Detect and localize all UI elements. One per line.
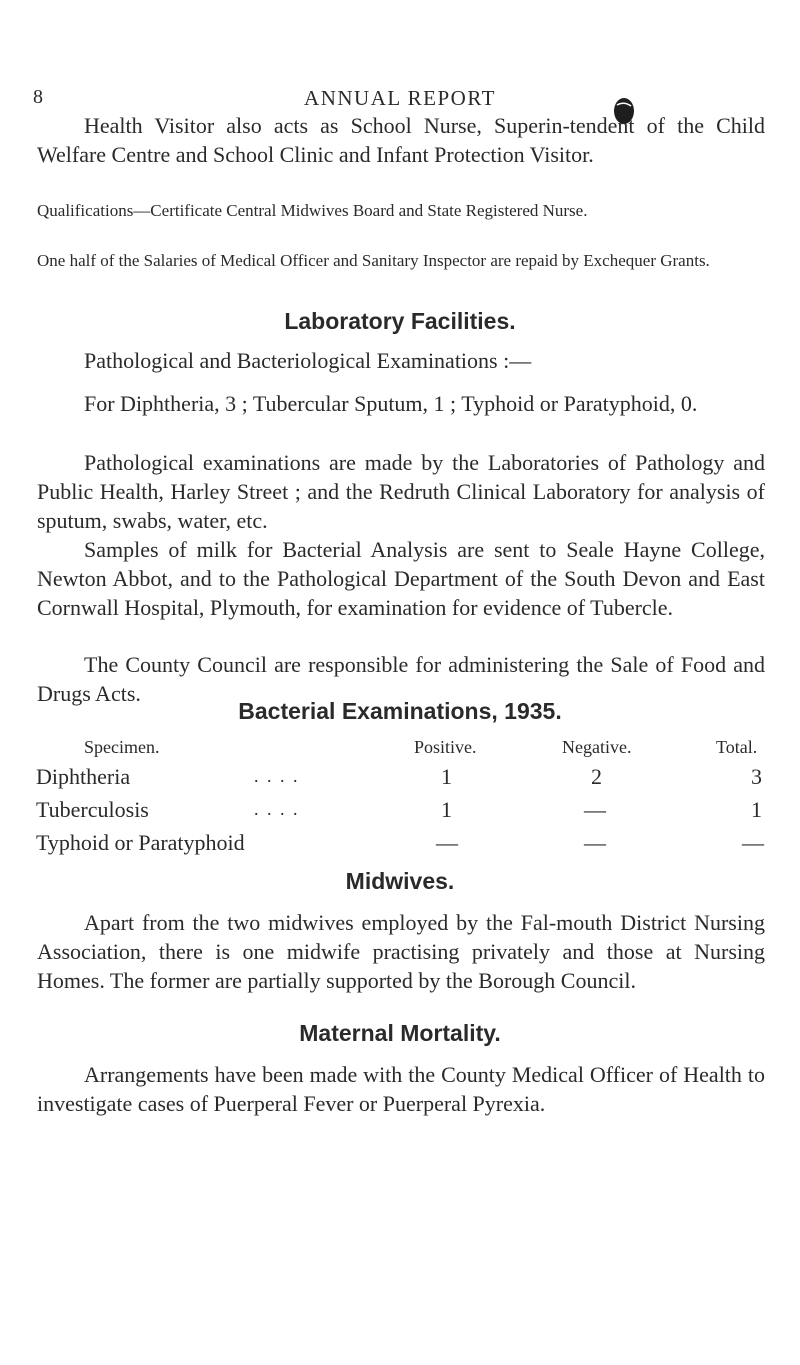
column-header-specimen: Specimen. xyxy=(84,737,160,757)
health-visitor-paragraph: Health Visitor also acts as School Nurse, Superin-tendent of the Child Welfare Centre and School Clinic and Infant Protection Visitor. xyxy=(37,113,765,167)
cell-negative: 2 xyxy=(591,764,602,789)
column-header-negative: Negative. xyxy=(562,737,632,757)
table-row xyxy=(36,797,766,827)
county-council-paragraph: The County Council are responsible for administering the Sale of Food and Drugs Acts. xyxy=(37,652,765,706)
cell-total: 1 xyxy=(751,797,762,822)
examinations-subheading: Pathological and Bacteriological Examinations :— xyxy=(84,348,532,373)
table-row xyxy=(36,830,766,860)
leader-dots: . . . . xyxy=(254,766,300,786)
cell-negative: — xyxy=(584,830,606,855)
cell-specimen: Tuberculosis xyxy=(36,797,149,822)
midwives-paragraph: Apart from the two midwives employed by the Fal-mouth District Nursing Association, there is one midwife practising privately and those at Nursing Homes. The former are partially supported by the Borough Council. xyxy=(37,910,765,993)
column-header-positive: Positive. xyxy=(414,737,477,757)
bacterial-table-heading: Bacterial Examinations, 1935. xyxy=(238,698,562,724)
maternal-mortality-heading: Maternal Mortality. xyxy=(299,1020,501,1046)
cell-total: 3 xyxy=(751,764,762,789)
cell-specimen: Typhoid or Paratyphoid xyxy=(36,830,245,855)
laboratory-heading: Laboratory Facilities. xyxy=(284,308,516,334)
cell-total: — xyxy=(742,830,764,855)
laboratories-paragraph: Pathological examinations are made by the Laboratories of Pathology and Public Health, Harley Street ; and the Redruth Clinical Laboratory for analysis of sputum, swabs, water, etc. xyxy=(37,450,765,533)
cell-specimen: Diphtheria xyxy=(36,764,131,789)
midwives-heading: Midwives. xyxy=(345,868,455,894)
milk-samples-paragraph: Samples of milk for Bacterial Analysis are sent to Seale Hayne College, Newton Abbot, and to the Pathological Department of the South Devon and East Cornwall Hospital, Plymouth, for examination for evidence of Tubercle. xyxy=(37,537,765,620)
examination-counts: For Diphtheria, 3 ; Tubercular Sputum, 1 ; Typhoid or Paratyphoid, 0. xyxy=(84,391,698,416)
qualifications-note: Qualifications—Certificate Central Midwives Board and State Registered Nurse. xyxy=(37,201,588,220)
maternal-mortality-paragraph: Arrangements have been made with the County Medical Officer of Health to investigate cases of Puerperal Fever or Puerperal Pyrexia. xyxy=(37,1062,765,1116)
cell-negative: — xyxy=(584,797,606,822)
cell-positive: — xyxy=(436,830,458,855)
running-head: ANNUAL REPORT xyxy=(304,86,496,110)
column-header-total: Total. xyxy=(716,737,758,757)
table-row xyxy=(36,764,766,794)
cell-positive: 1 xyxy=(441,764,452,789)
page-number: 8 xyxy=(33,86,43,108)
cell-positive: 1 xyxy=(441,797,452,822)
salaries-note: One half of the Salaries of Medical Officer and Sanitary Inspector are repaid by Exchequer Grants. xyxy=(37,251,710,270)
leader-dots: . . . . xyxy=(254,799,300,819)
